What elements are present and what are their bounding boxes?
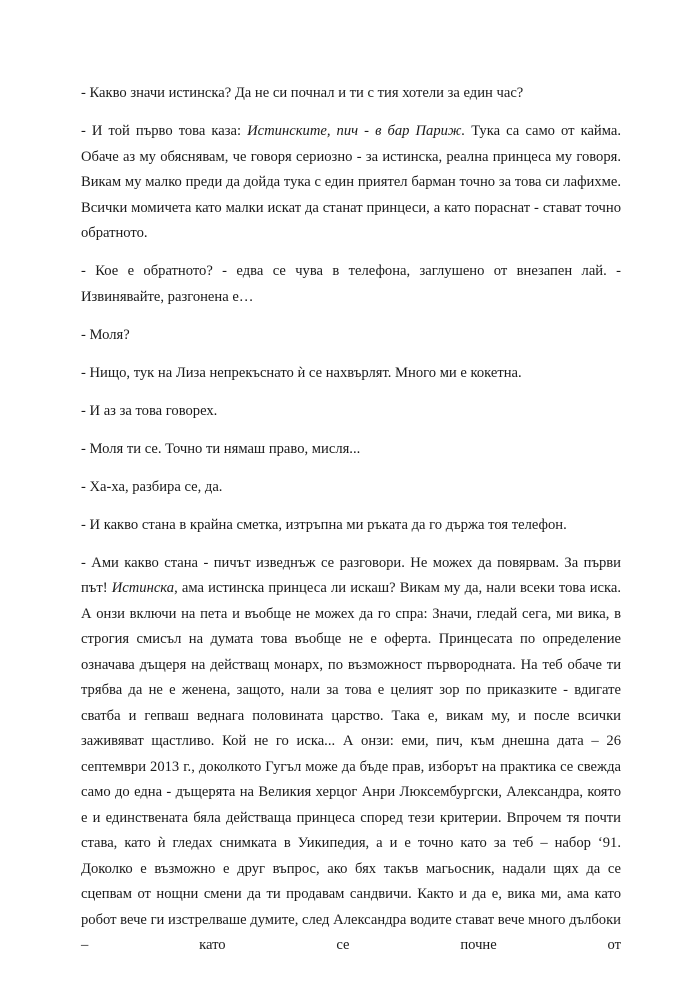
text-run: - И какво стана в крайна сметка, изтръпна ми ръката да го държа тоя телефон. [81,516,567,533]
italic-text: Истинска [111,580,175,596]
text-run: - Моля ти се. Точно ти нямаш право, мисля... [81,440,361,457]
text-run: - И той първо това каза: [81,123,248,139]
italic-text: Истинските, пич - в бар Париж. [247,123,466,139]
text-run: , ама истинска принцеса ли искаш? Викам му да, нали всеки това иска. А онзи включи на пета и въобще не можех да го спра: Значи, гледай сега, ми вика, в строгия смисъл на думата това въобще не е оферта. Принцесата по определение означава дъщеря на действащ монарх, по възможност първородната. На теб обаче ти трябва да не е женена, защото, нали за това е целият зор по приказките - вдигате сватба и гепваш веднага половината царство. Така е, викам му, и после всички заживяват щастливо. Кой не го иска... А онзи: еми, пич, към днешна дата – 26 септември 2013 г., доколкото Гугъл може да бъде прав, изборът на практика се свежда само до една - дъщерята на Великия херцог Анри Люксембургски, Александра, която е и единствената бяла действаща принцеса според тези критерии. Впрочем тя почти става, като ѝ гледах снимката в Уикипедия, а и е точно като за теб – набор ‘91. Доколко е възможно е друг въпрос, ако бях такъв магьосник, надали щях да се сцепвам от нощни смени да ти продавам сандвичи. Както и да е, вика ми, ама като робот вече ги изстрелваше думите, след Александра водите стават вече много дълбоки – като се почне от [81,580,621,953]
paragraph [81,119,621,247]
text-run: Тука са само от кайма. Обаче аз му обяснявам, че говоря сериозно - за истинска, реална принцеса му говоря. Викам му малко преди да дойда тука с един приятел барман точно за това си лафихме. Всички момичета като малки искат да станат принцеси, а като пораснат - стават точно обратното. [81,123,622,241]
text-run: - Ха-ха, разбира се, да. [81,478,223,495]
text-run: - Кое е обратното? - едва се чува в телефона, заглушено от внезапен лай. - Извинявайте, разгонена е… [81,263,621,305]
text-run: - Ами какво стана - пичът изведнъж се разговори. Не можех да повярвам. За първи път! [81,554,621,596]
text-run: - Нищо, тук на Лиза непрекъснато ѝ се нахвърлят. Много ми е кокетна. [81,364,522,381]
text-run: - Моля? [81,326,130,343]
paragraph [81,323,621,349]
paragraph [81,437,621,463]
paragraph [81,361,621,387]
document-body [81,81,621,971]
paragraph [81,399,621,425]
paragraph [81,81,621,107]
paragraph [81,259,621,310]
text-run: - И аз за това говорех. [81,402,218,419]
text-run: - Какво значи истинска? Да не си почнал и ти с тия хотели за един час? [81,85,524,101]
paragraph [81,475,621,501]
paragraph [81,551,621,959]
paragraph [81,513,621,539]
